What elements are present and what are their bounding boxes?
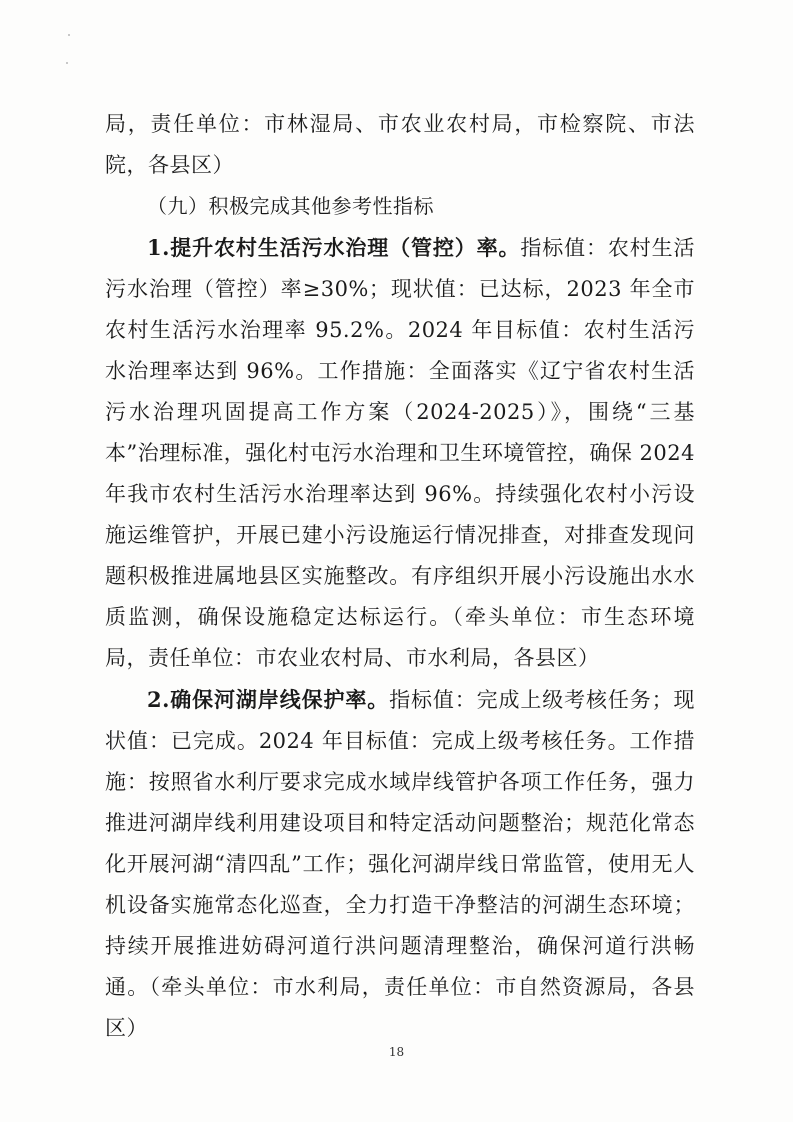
section-heading: （九）积极完成其他参考性指标	[147, 194, 434, 218]
item-title-1: 1.提升农村生活污水治理（管控）率。	[147, 235, 521, 260]
item-paragraph-2	[105, 679, 695, 1049]
scan-speck	[66, 62, 68, 64]
scan-speck	[68, 34, 70, 36]
item-paragraph-1	[105, 227, 695, 679]
item-title-2: 2.确保河湖岸线保护率。	[147, 687, 390, 712]
item-body-2: 指标值：完成上级考核任务；现状值：已完成。2024 年目标值：完成上级考核任务。工作措施：按照省水利厅要求完成水域岸线管护各项工作任务，强力推进河湖岸线利用建设项目和特定活动问题整治；规范化常态化开展河湖“清四乱”工作；强化河湖岸线日常监管，使用无人机设备实施常态化巡查，全力打造干净整洁的河湖生态环境；持续开展推进妨碍河道行洪问题清理整治，确保河道行洪畅通。（牵头单位：市水利局，责任单位：市自然资源局，各县区）	[105, 688, 695, 1040]
page-number: 18	[388, 1045, 405, 1059]
continuation-paragraph: 局，责任单位：市林湿局、市农业农村局，市检察院、市法院，各县区）	[105, 112, 695, 177]
document-body	[105, 104, 695, 1049]
item-body-1: 指标值：农村生活污水治理（管控）率≥30%；现状值：已达标，2023 年全市农村生活污水治理率 95.2%。2024 年目标值：农村生活污水治理率达到 96%。工作措施：全面落实《辽宁省农村生活污水治理巩固提高工作方案（2024-2025）》，围绕“三基本”治理标准，强化村屯污水治理和卫生环境管控，确保 2024 年我市农村生活污水治理率达到 96%。持续强化农村小污设施运维管护，开展已建小污设施运行情况排查，对排查发现问题积极推进属地县区实施整改。有序组织开展小污设施出水水质监测，确保设施稳定达标运行。（牵头单位：市生态环境局，责任单位：市农业农村局、市水利局，各县区）	[105, 236, 696, 670]
